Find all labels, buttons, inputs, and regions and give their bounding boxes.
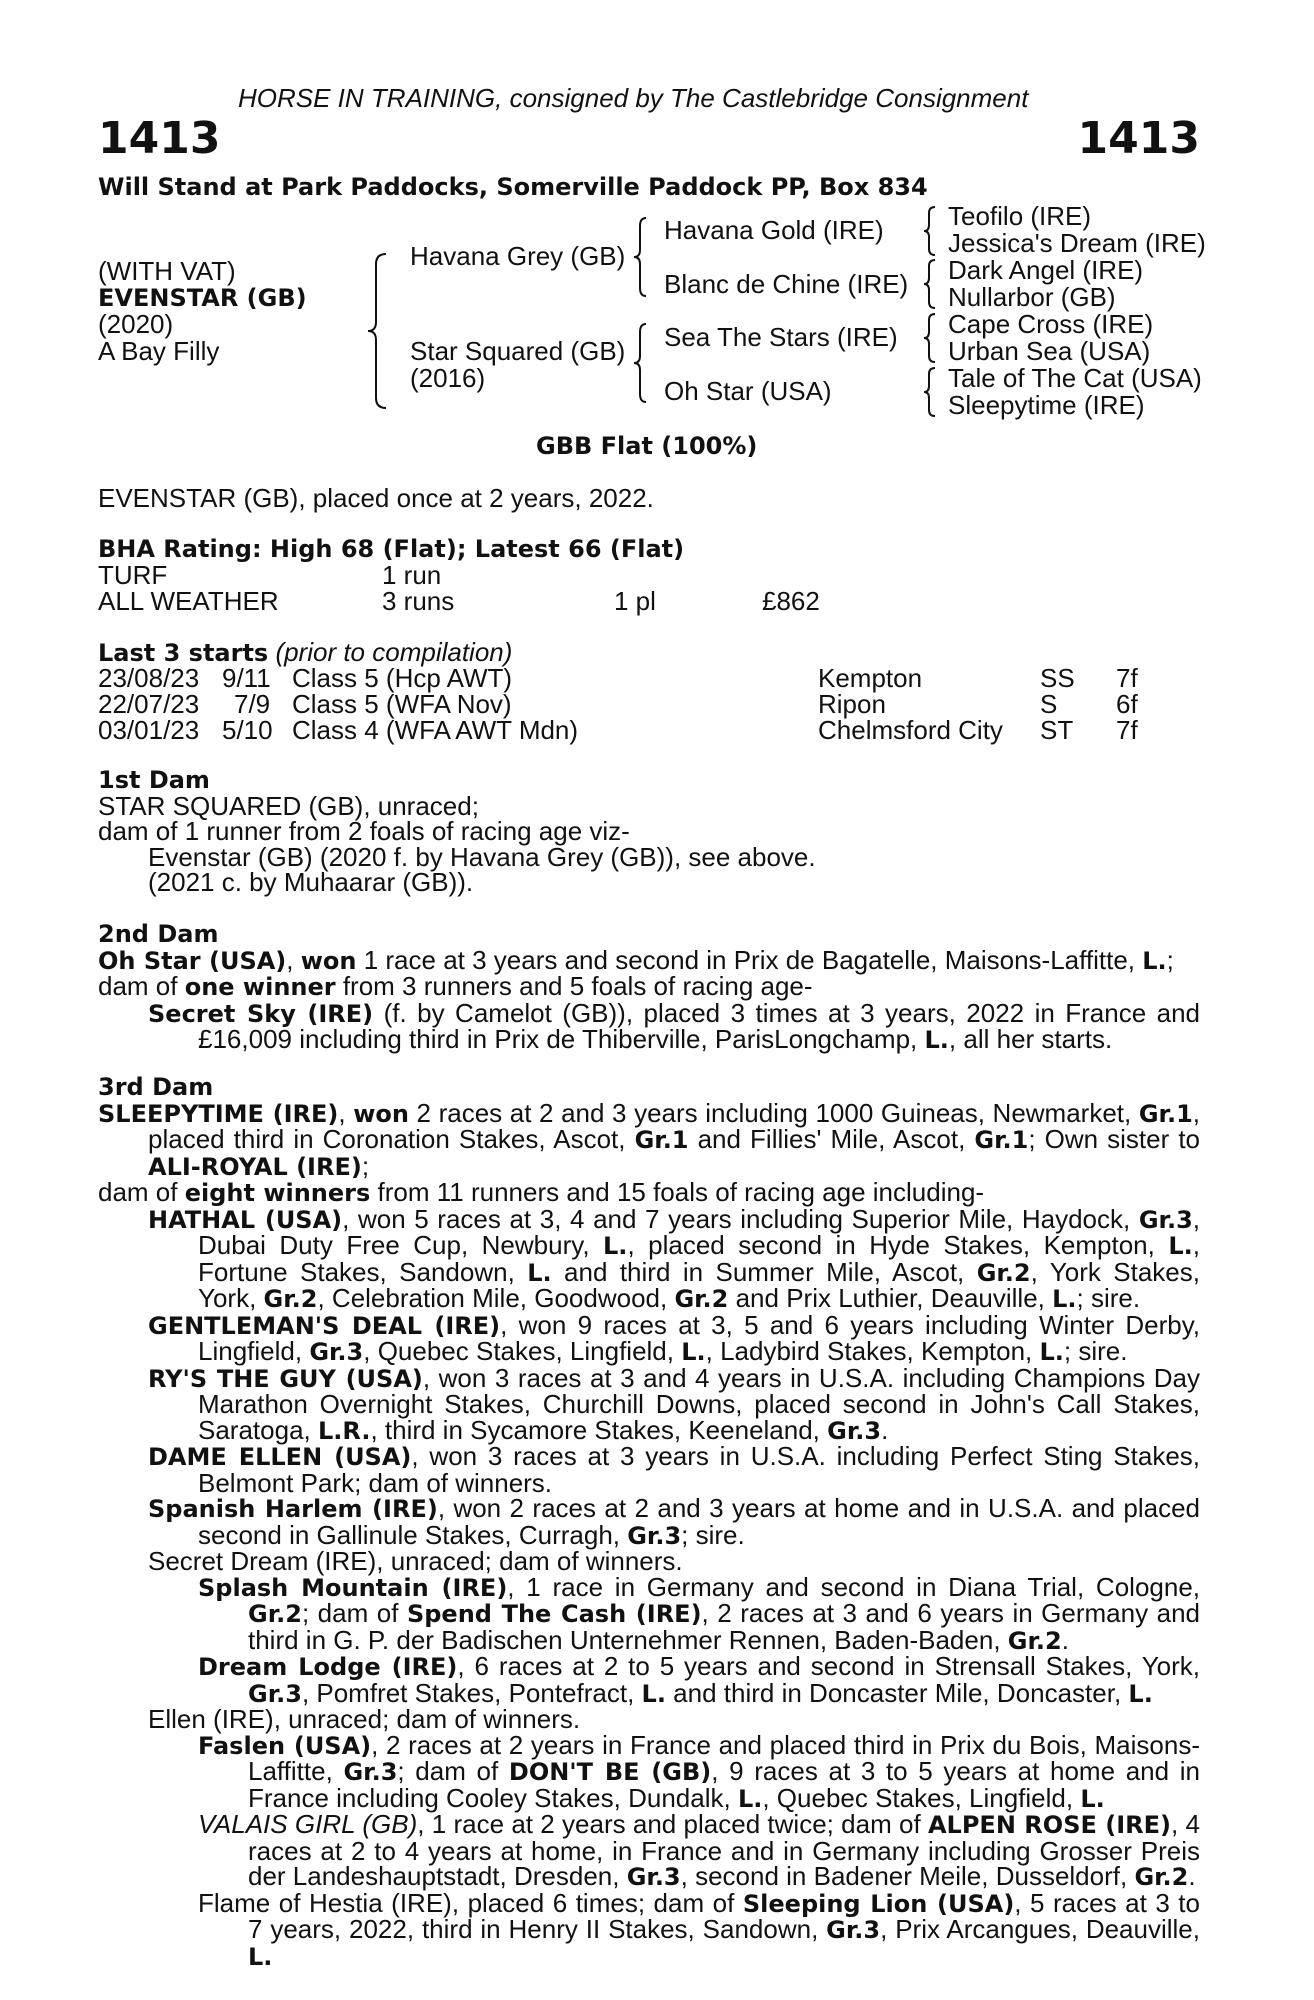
start-position: 9/11	[222, 663, 271, 693]
third-dam-produce: Spanish Harlem (IRE), won 2 races at 2 and 3 years at home and in U.S.A. and placed second in Gallinule Stakes, Curragh, Gr.3; sire.	[148, 1493, 1200, 1550]
pedigree-dds: Tale of The Cat (USA)	[948, 363, 1202, 393]
first-dam-produce: Evenstar (GB) (2020 f. by Havana Grey (GB)), see above.	[148, 841, 816, 872]
third-dam-grand-produce: Faslen (USA), 2 races at 2 years in France and placed third in Prix du Bois, Maisons-Laffitte, Gr.3; dam of DON'T BE (GB), 9 races at 3 to 5 years at home and in France including Cooley Stakes, Dundalk, L., Quebec Stakes, Lingfield, L.	[198, 1729, 1200, 1813]
third-dam-grand-produce: Flame of Hestia (IRE), placed 6 times; dam of Sleeping Lion (USA), 5 races at 3 to 7 years, 2022, third in Henry II Stakes, Sandown, Gr.3, Prix Arcangues, Deauville, L.	[198, 1887, 1200, 1971]
pedigree-ssd: Jessica's Dream (IRE)	[948, 228, 1206, 258]
second-dam-title: 2nd Dam	[98, 920, 219, 948]
race-summary: EVENSTAR (GB), placed once at 2 years, 2022.	[98, 483, 654, 513]
first-dam-produce: (2021 c. by Muhaarar (GB)).	[148, 867, 474, 897]
third-dam-grand-produce: Dream Lodge (IRE), 6 races at 2 to 5 years and second in Strensall Stakes, York, Gr.3, Pomfret Stakes, Pontefract, L. and third in Doncaster Mile, Doncaster, L.	[198, 1651, 1200, 1708]
third-dam-grand-produce: VALAIS GIRL (GB), 1 race at 2 years and placed twice; dam of ALPEN ROSE (IRE), 4 races at 2 to 4 years at home, in France and in Germany including Grosser Preis der Landeshauptstadt, Dresden, Gr.3, second in Badener Meile, Dusseldorf, Gr.2.	[198, 1809, 1200, 1891]
start-course: Kempton	[818, 663, 923, 693]
first-dam-line: STAR SQUARED (GB), unraced;	[98, 790, 479, 821]
third-dam-produce: RY'S THE GUY (USA), won 3 races at 3 and 4 years in U.S.A. including Champions Day Marathon Overnight Stakes, Churchill Downs, placed second in John's Call Stakes, Saratoga, L.R., third in Sycamore Stakes, Keeneland, Gr.3.	[148, 1362, 1201, 1445]
start-distance: 7f	[1116, 663, 1138, 693]
vat-note: (WITH VAT)	[98, 256, 236, 286]
last-starts-title: Last 3 starts	[98, 639, 269, 667]
pedigree-dsd: Urban Sea (USA)	[948, 336, 1151, 366]
rating-runs: 1 run	[382, 560, 442, 590]
second-dam-section	[98, 922, 1200, 1054]
start-course: Chelmsford City	[818, 715, 1003, 745]
pedigree-brace-main	[366, 252, 390, 410]
start-race: Class 5 (WFA Nov)	[292, 689, 512, 719]
third-dam-line: dam of eight winners from 11 runners and 15 foals of racing age including-	[98, 1177, 985, 1207]
start-distance: 6f	[1116, 689, 1138, 719]
third-dam-produce: HATHAL (USA), won 5 races at 3, 4 and 7 years including Superior Mile, Haydock, Gr.3, Dubai Duty Free Cup, Newbury, L., placed second in Hyde Stakes, Kempton, L., Fortune Stakes, Sandown, L. and third in Summer Mile, Ascot, Gr.2, York Stakes, York, Gr.2, Celebration Mile, Goodwood, Gr.2 and Prix Luthier, Deauville, L.; sire.	[148, 1203, 1201, 1313]
pedigree-sds: Dark Angel (IRE)	[948, 255, 1144, 285]
rating-runs: 3 runs	[382, 586, 455, 616]
third-dam-produce: Ellen (IRE), unraced; dam of winners.	[148, 1704, 581, 1734]
lot-number-right: 1413	[1077, 113, 1200, 164]
start-course: Ripon	[818, 689, 886, 719]
second-dam-line: Oh Star (USA), won 1 race at 3 years and second in Prix de Bagatelle, Maisons-Laffitte, L.;	[98, 944, 1174, 975]
third-dam-produce: DAME ELLEN (USA), won 3 races at 3 years in U.S.A. including Perfect Sting Stakes, Belmont Park; dam of winners.	[148, 1441, 1200, 1498]
start-position: 5/10	[222, 715, 273, 745]
stabling-line: Will Stand at Park Paddocks, Somerville Paddock PP, Box 834	[98, 173, 928, 201]
start-date: 03/01/23	[98, 715, 200, 745]
rating-placed: 1 pl	[614, 586, 656, 616]
first-dam-line: dam of 1 runner from 2 foals of racing age viz-	[98, 816, 630, 846]
horse-year: (2020)	[98, 309, 174, 339]
pedigree-dam-year: (2016)	[410, 363, 486, 393]
rating-surface: TURF	[98, 560, 168, 590]
pedigree-dam-dam: Oh Star (USA)	[664, 376, 832, 406]
pedigree-brace-sire	[632, 216, 650, 298]
last-starts-note: (prior to compilation)	[275, 637, 513, 667]
first-dam-section	[98, 768, 1200, 896]
third-dam-title: 3rd Dam	[98, 1073, 214, 1101]
pedigree-brace-4d	[922, 366, 938, 418]
pedigree-dam: Star Squared (GB)	[410, 336, 626, 366]
start-going: SS	[1040, 663, 1075, 693]
start-race: Class 5 (Hcp AWT)	[292, 663, 513, 693]
second-dam-produce: Secret Sky (IRE) (f. by Camelot (GB)), placed 3 times at 3 years, 2022 in France and £16,009 including third in Prix de Thiberville, ParisLongchamp, L., all her starts.	[148, 997, 1200, 1054]
pedigree-sdd: Nullarbor (GB)	[948, 282, 1116, 312]
pedigree-sire: Havana Grey (GB)	[410, 241, 626, 271]
pedigree-dam-sire: Sea The Stars (IRE)	[664, 322, 898, 352]
pedigree-brace-4a	[922, 205, 938, 257]
horse-sex: A Bay Filly	[98, 336, 220, 366]
pedigree-dss: Cape Cross (IRE)	[948, 309, 1154, 339]
start-position: 7/9	[234, 689, 271, 719]
start-going: S	[1040, 689, 1058, 719]
third-dam-grand-produce: Splash Mountain (IRE), 1 race in Germany and second in Diana Trial, Cologne, Gr.2; dam of Spend The Cash (IRE), 2 races at 3 and 6 years in Germany and third in G. P. der Badischen Unternehmer Rennen, Baden-Baden, Gr.2.	[198, 1571, 1201, 1655]
pedigree-brace-4b	[922, 258, 938, 310]
pedigree-sire-sire: Havana Gold (IRE)	[664, 215, 884, 245]
first-dam-title: 1st Dam	[98, 766, 210, 794]
start-race: Class 4 (WFA AWT Mdn)	[292, 715, 579, 745]
pedigree-ddd: Sleepytime (IRE)	[948, 390, 1145, 420]
lot-number-left: 1413	[98, 113, 221, 164]
rating-surface: ALL WEATHER	[98, 586, 279, 616]
third-dam-section	[98, 1075, 1200, 1970]
start-going: ST	[1040, 715, 1074, 745]
rating-prize: £862	[762, 586, 820, 616]
second-dam-line: dam of one winner from 3 runners and 5 foals of racing age-	[98, 971, 813, 1001]
pedigree-brace-4c	[922, 312, 938, 364]
start-date: 22/07/23	[98, 689, 200, 719]
pedigree-sss: Teofilo (IRE)	[948, 201, 1092, 231]
start-date: 23/08/23	[98, 663, 200, 693]
consignment-line: HORSE IN TRAINING, consigned by The Castlebridge Consignment	[238, 83, 1029, 113]
gbb-rating: GBB Flat (100%)	[536, 432, 758, 460]
start-distance: 7f	[1116, 715, 1138, 745]
third-dam-produce: GENTLEMAN'S DEAL (IRE), won 9 races at 3, 5 and 6 years including Winter Derby, Lingfield, Gr.3, Quebec Stakes, Lingfield, L., Ladybird Stakes, Kempton, L.; sire.	[148, 1309, 1200, 1366]
pedigree-brace-dam	[632, 322, 650, 404]
third-dam-produce: Secret Dream (IRE), unraced; dam of winners.	[148, 1546, 683, 1576]
horse-name: EVENSTAR (GB)	[98, 284, 307, 312]
third-dam-line: SLEEPYTIME (IRE), won 2 races at 2 and 3 years including 1000 Guineas, Newmarket, Gr.1, placed third in Coronation Stakes, Ascot, Gr.1 and Fillies' Mile, Ascot, Gr.1; Own sister to ALI-ROYAL (IRE);	[98, 1097, 1201, 1181]
pedigree-sire-dam: Blanc de Chine (IRE)	[664, 269, 909, 299]
bha-rating-title: BHA Rating: High 68 (Flat); Latest 66 (Flat)	[98, 535, 685, 563]
